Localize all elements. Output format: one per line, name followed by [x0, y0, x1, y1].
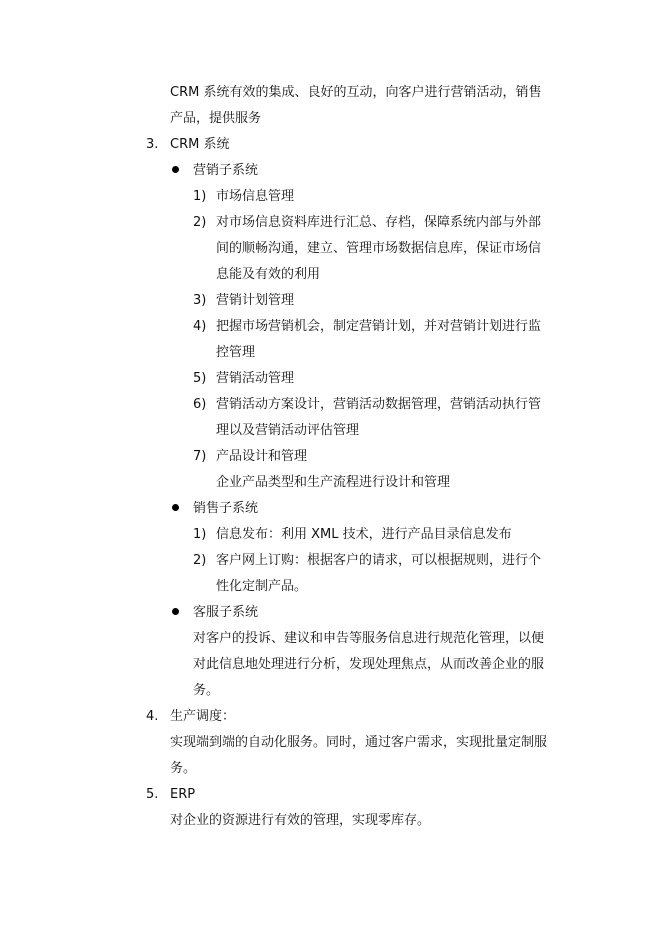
list-item: 营销计划管理 — [216, 293, 295, 308]
list-item: 营销活动管理 — [216, 371, 295, 386]
list-item: 产品设计和管理 — [216, 449, 308, 464]
list-item: 间的顺畅沟通，建立、管理市场数据信息库，保证市场信 — [216, 241, 542, 256]
paragraph-line: 务。 — [170, 761, 197, 776]
list-number: 7) — [193, 449, 207, 464]
paragraph-line: 对客户的投诉、建议和申告等服务信息进行规范化管理，以便 — [193, 631, 545, 646]
subsection-title: 营销子系统 — [193, 163, 259, 178]
list-number: 2) — [193, 553, 207, 568]
intro-line: CRM 系统有效的集成、良好的互动，向客户进行营销活动，销售 — [170, 85, 542, 100]
paragraph-line: 对此信息地处理进行分析，发现处理焦点，从而改善企业的服 — [193, 657, 545, 672]
paragraph-line: 实现端到端的自动化服务。同时，通过客户需求，实现批量定制服 — [170, 735, 548, 750]
section-number: 3. — [146, 137, 159, 152]
list-item: 企业产品类型和生产流程进行设计和管理 — [216, 475, 451, 490]
list-number: 2) — [193, 215, 207, 230]
subsection-title: 客服子系统 — [193, 605, 259, 620]
list-item: 营销活动方案设计，营销活动数据管理，营销活动执行管 — [216, 397, 542, 412]
list-item: 对市场信息资料库进行汇总、存档，保障系统内部与外部 — [216, 215, 542, 230]
bullet-icon — [172, 504, 179, 511]
intro-line: 产品，提供服务 — [170, 111, 262, 126]
bullet-icon — [172, 166, 179, 173]
section-title: ERP — [170, 787, 196, 802]
list-item: 性化定制产品。 — [216, 579, 308, 594]
list-number: 5) — [193, 371, 207, 386]
paragraph-line: 对企业的资源进行有效的管理，实现零库存。 — [170, 813, 431, 828]
section-number: 5. — [146, 787, 159, 802]
list-number: 1) — [193, 527, 207, 542]
section-title: 生产调度： — [170, 709, 236, 724]
list-number: 4) — [193, 319, 207, 334]
paragraph-line: 务。 — [193, 683, 220, 698]
list-number: 3) — [193, 293, 207, 308]
list-item: 息能及有效的利用 — [216, 267, 321, 282]
list-item: 控管理 — [216, 345, 256, 360]
list-item: 市场信息管理 — [216, 189, 295, 204]
list-item: 理以及营销活动评估管理 — [216, 423, 360, 438]
list-item: 把握市场营销机会，制定营销计划，并对营销计划进行监 — [216, 319, 542, 334]
section-number: 4. — [146, 709, 159, 724]
list-item: 信息发布：利用 XML 技术，进行产品目录信息发布 — [216, 527, 512, 542]
bullet-icon — [172, 608, 179, 615]
list-item: 客户网上订购：根据客户的请求，可以根据规则，进行个 — [216, 553, 542, 568]
subsection-title: 销售子系统 — [193, 501, 259, 516]
section-title: CRM 系统 — [170, 137, 230, 152]
list-number: 6) — [193, 397, 207, 412]
list-number: 1) — [193, 189, 207, 204]
